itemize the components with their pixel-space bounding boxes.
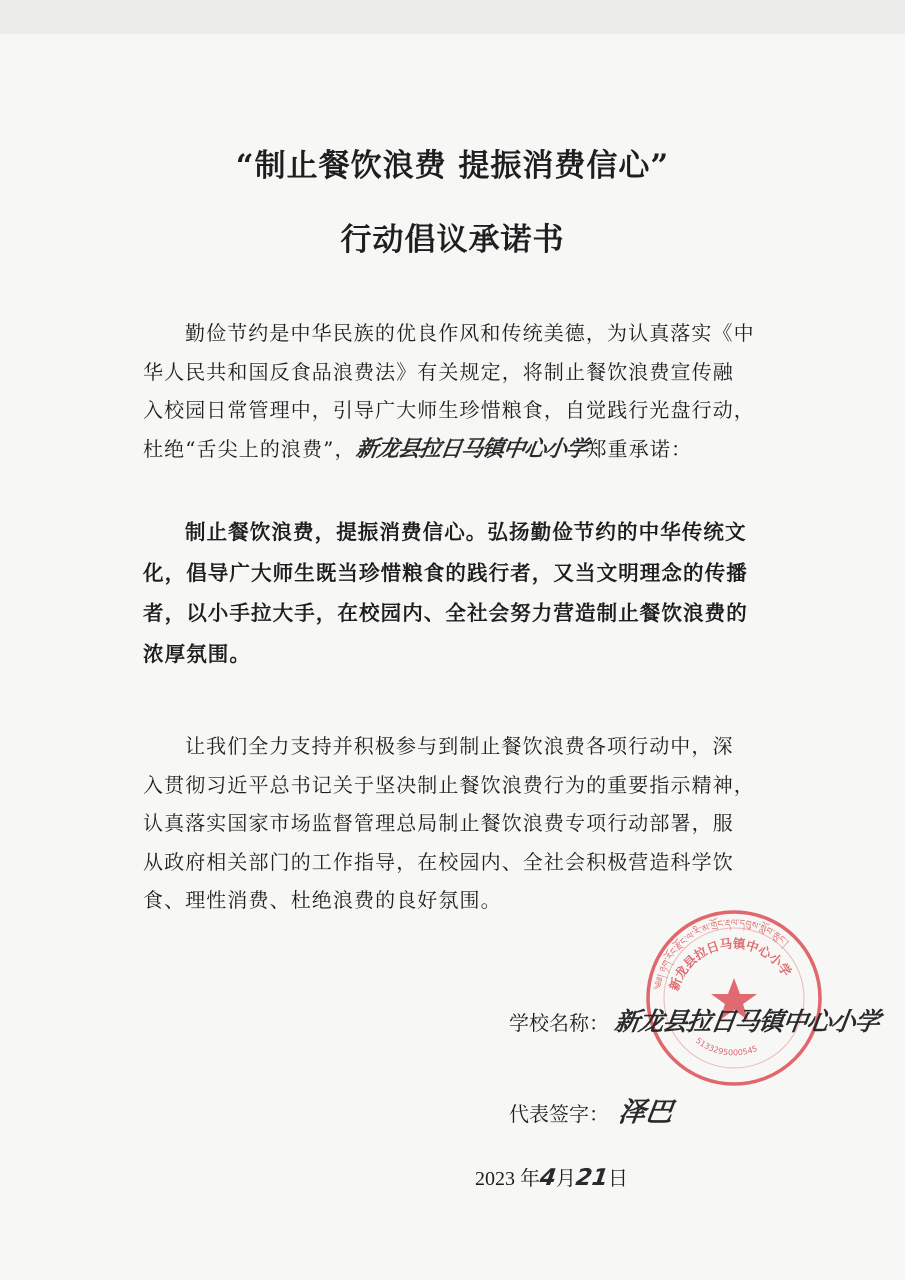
paragraph-1 xyxy=(143,314,783,468)
paragraph-2-bold xyxy=(143,512,783,674)
date-year-unit: 年 xyxy=(520,1168,540,1190)
official-seal-stamp xyxy=(644,908,824,1088)
para2-line-2: 化，倡导广大师生既当珍惜粮食的践行者，又当文明理念的传播 xyxy=(143,560,748,585)
seal-code: 5133295000545 xyxy=(693,1036,759,1058)
date-month-unit: 月 xyxy=(556,1168,577,1190)
date-day: 21 xyxy=(574,1165,610,1191)
para2-line-3: 者，以小手拉大手，在校园内、全社会努力营造制止餐饮浪费的 xyxy=(143,601,748,625)
representative-label: 代表签字： xyxy=(509,1102,609,1126)
para2-line-1: 制止餐饮浪费，提振消费信心。弘扬勤俭节约的中华传统文 xyxy=(185,520,747,544)
representative-signature-field xyxy=(509,1090,673,1129)
title-line-2: 行动倡议承诺书 xyxy=(340,222,565,258)
representative-signature: 泽巴 xyxy=(616,1097,675,1128)
date-year: 2023 xyxy=(475,1168,515,1190)
para1-line-2: 华人民共和国反食品浪费法》有关规定，将制止餐饮浪费宣传融 xyxy=(143,359,734,384)
date-month: 4 xyxy=(538,1165,558,1191)
para3-line-4: 从政府相关部门的工作指导，在校园内、全社会积极营造科学饮 xyxy=(143,849,734,874)
para1-line-4-post: 郑重承诺： xyxy=(586,436,693,461)
svg-text:5133295000545 xyxy=(694,1036,759,1057)
para1-line-4-pre: 杜绝“舌尖上的浪费”， xyxy=(143,436,356,461)
school-name-label: 学校名称： xyxy=(509,1011,609,1035)
school-name-field xyxy=(509,1002,879,1038)
para3-line-2: 入贯彻习近平总书记关于坚决制止餐饮浪费行为的重要指示精神， xyxy=(143,772,755,797)
school-name-handwritten: 新龙县拉日马镇中心小学 xyxy=(612,1007,881,1036)
seal-script-arc: ༄༅། ཉག་རོང་རྫོང་ལ་རི་མ་གྲོང་རྡལ་དབུས་སློབ་ཆུང་། xyxy=(652,917,791,992)
para3-line-1: 让我们全力支持并积极参与到制止餐饮浪费各项行动中，深 xyxy=(185,734,734,758)
para3-line-5: 食、理性消费、杜绝浪费的良好氛围。 xyxy=(143,888,502,912)
scan-edge xyxy=(0,0,905,34)
handwritten-school-name-inline: 新龙县拉日马镇中心小学 xyxy=(353,436,589,462)
seal-school-name: 新龙县拉日马镇中心小学 xyxy=(666,935,795,993)
para2-line-4: 浓厚氛围。 xyxy=(143,641,251,666)
title-line-1: “制止餐饮浪费 提振消费信心” xyxy=(235,148,670,184)
date-day-unit: 日 xyxy=(608,1168,629,1190)
para1-line-3: 入校园日常管理中，引导广大师生珍惜粮食，自觉践行光盘行动， xyxy=(143,398,755,422)
signing-date xyxy=(475,1162,628,1191)
para3-line-3: 认真落实国家市场监督管理总局制止餐饮浪费专项行动部署，服 xyxy=(143,811,734,835)
paragraph-3 xyxy=(143,727,783,920)
para1-line-1: 勤俭节约是中华民族的优良作风和传统美德，为认真落实《中 xyxy=(185,321,755,345)
